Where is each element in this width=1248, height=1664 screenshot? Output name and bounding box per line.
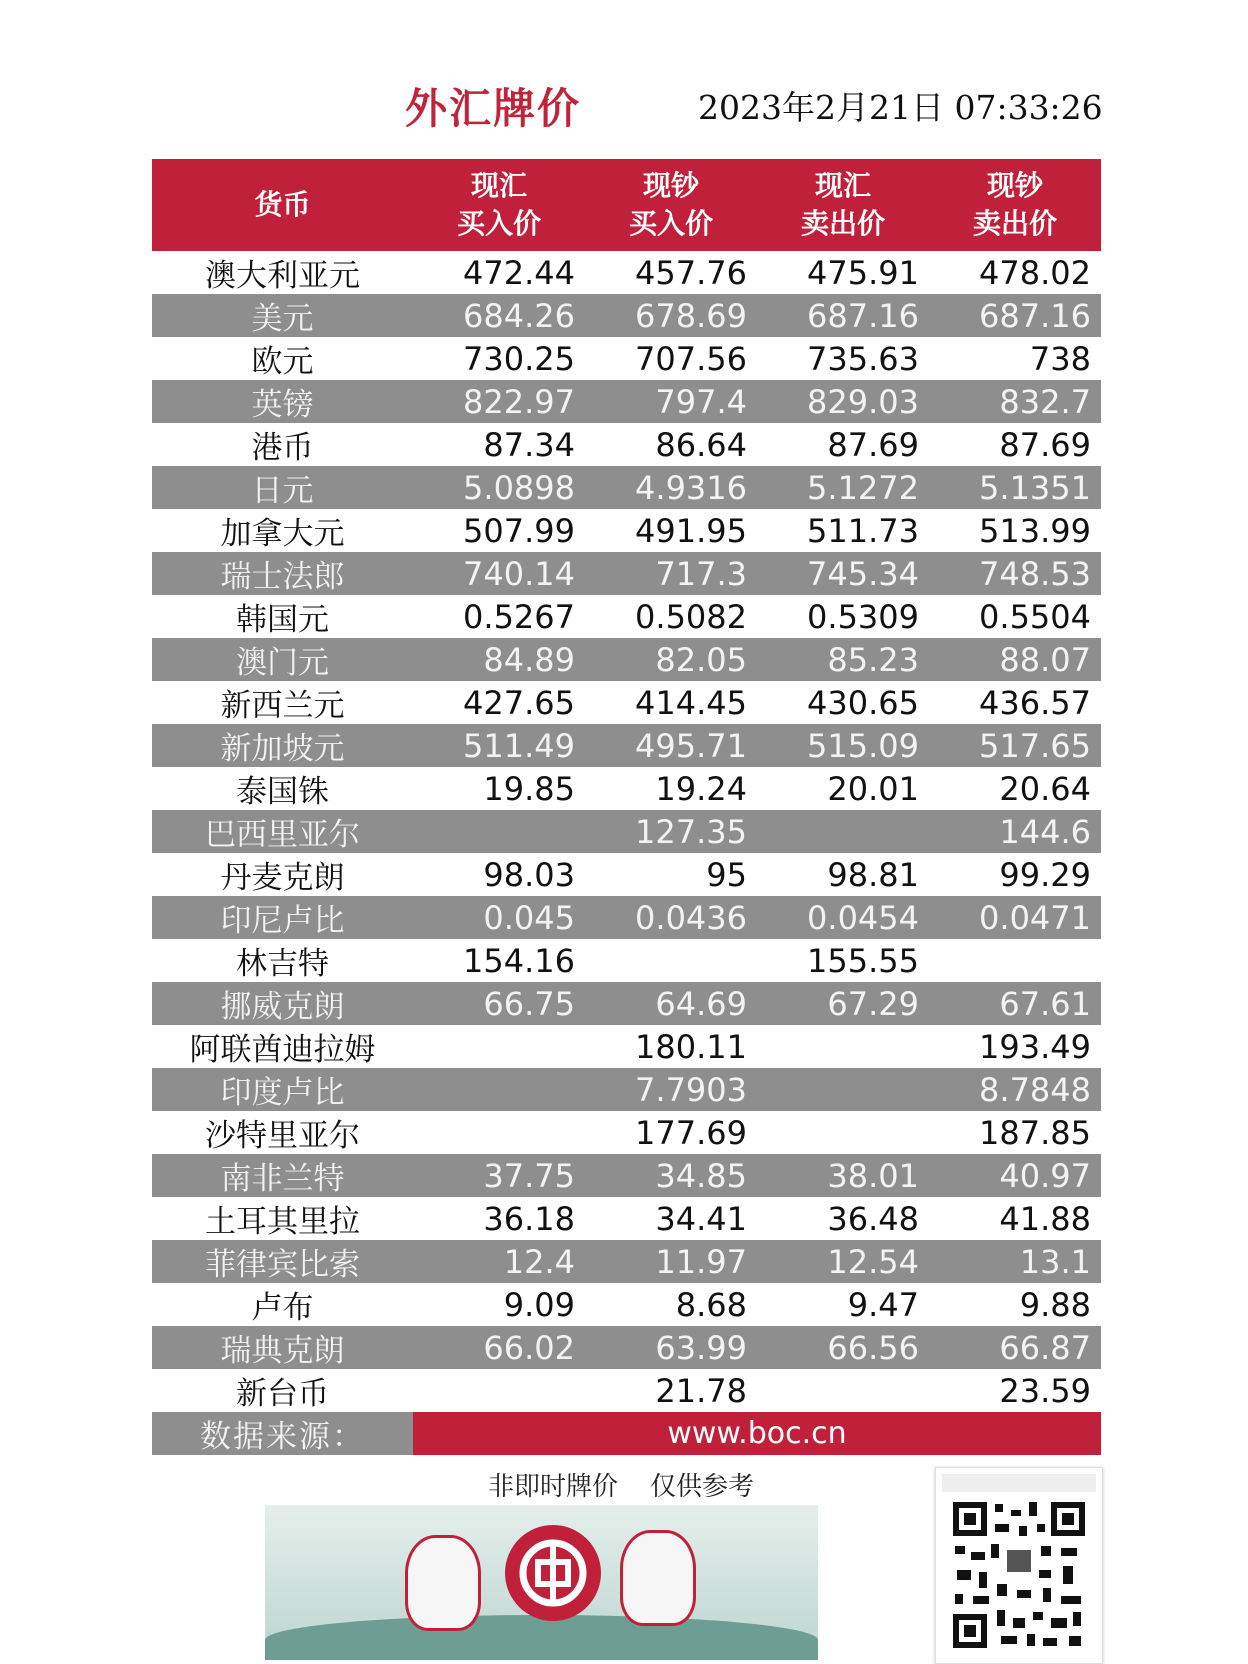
rate-cell: 687.16: [807, 296, 919, 335]
rate-cell: 36.18: [483, 1199, 575, 1238]
rate-cell: 88.07: [999, 640, 1091, 679]
header-spot-buy: [413, 159, 585, 251]
rate-cell: 87.34: [483, 425, 575, 464]
rate-cell: 517.65: [979, 726, 1091, 765]
rate-cell: 155.55: [807, 941, 919, 980]
rate-cell: 684.26: [463, 296, 575, 335]
table-row: [152, 1283, 1101, 1326]
currency-name: 丹麦克朗: [220, 860, 345, 896]
currency-name: 印尼卢比: [220, 903, 345, 939]
currency-name: 新加坡元: [220, 731, 345, 767]
rate-cell: 738: [1029, 339, 1091, 378]
table-row: [152, 337, 1101, 380]
rate-cell: 66.56: [827, 1328, 919, 1367]
currency-name: 瑞士法郎: [220, 559, 345, 595]
disclaimer: [488, 1466, 786, 1503]
currency-name: 林吉特: [236, 946, 329, 982]
table-row: [152, 1197, 1101, 1240]
rate-cell: 66.87: [999, 1328, 1091, 1367]
rate-cell: 37.75: [483, 1156, 575, 1195]
currency-name: 新台币: [236, 1376, 329, 1412]
table-row: [152, 380, 1101, 423]
table-row: [152, 251, 1101, 294]
rate-cell: 0.5504: [979, 597, 1091, 636]
currency-name: 菲律宾比索: [205, 1247, 360, 1283]
rate-cell: 8.68: [675, 1285, 747, 1324]
currency-name: 澳门元: [236, 645, 329, 681]
rate-cell: 9.88: [1019, 1285, 1091, 1324]
table-row: [152, 423, 1101, 466]
table-row: [152, 1154, 1101, 1197]
disclaimer-note-1: 非即时牌价: [488, 1472, 619, 1502]
rate-cell: 177.69: [635, 1113, 747, 1152]
table-row: [152, 810, 1101, 853]
rate-cell: 67.61: [999, 984, 1091, 1023]
rate-cell: 748.53: [979, 554, 1091, 593]
currency-name: 卢布: [251, 1290, 314, 1326]
rate-cell: 34.85: [655, 1156, 747, 1195]
rate-cell: 5.0898: [463, 468, 575, 507]
rate-cell: 687.16: [979, 296, 1091, 335]
currency-name: 阿联酋迪拉姆: [189, 1032, 376, 1068]
rate-cell: 98.03: [483, 855, 575, 894]
header-currency-label: 货币: [254, 188, 311, 222]
rate-cell: 20.64: [999, 769, 1091, 808]
currency-name: 土耳其里拉: [205, 1204, 360, 1240]
rate-cell: 0.045: [483, 898, 575, 937]
rate-cell: 707.56: [635, 339, 747, 378]
table-row: [152, 1240, 1101, 1283]
table-row: [152, 681, 1101, 724]
rate-cell: 64.69: [655, 984, 747, 1023]
rate-cell: 23.59: [999, 1371, 1091, 1410]
header-spot-sell: [757, 159, 929, 251]
rate-cell: 495.71: [635, 726, 747, 765]
rate-cell: 745.34: [807, 554, 919, 593]
currency-name: 美元: [251, 301, 314, 337]
currency-name: 英镑: [251, 387, 314, 423]
table-row: [152, 294, 1101, 337]
rate-cell: 9.47: [847, 1285, 919, 1324]
rate-cell: 66.75: [483, 984, 575, 1023]
disclaimer-note-2: 仅供参考: [650, 1472, 755, 1502]
table-row: [152, 1369, 1101, 1412]
rate-cell: 154.16: [463, 941, 575, 980]
rabbit-illustration-left: [405, 1535, 481, 1631]
rate-cell: 13.1: [1019, 1242, 1091, 1281]
rate-cell: 86.64: [655, 425, 747, 464]
rate-cell: 832.7: [999, 382, 1091, 421]
qr-code-icon: [951, 1500, 1087, 1650]
rate-cell: 511.73: [807, 511, 919, 550]
header-currency: [152, 159, 413, 251]
rate-cell: 21.78: [655, 1371, 747, 1410]
source-link[interactable]: www.boc.cn: [413, 1412, 1101, 1455]
rate-cell: 38.01: [827, 1156, 919, 1195]
rate-cell: 427.65: [463, 683, 575, 722]
rate-cell: 4.9316: [635, 468, 747, 507]
rate-cell: 82.05: [655, 640, 747, 679]
rate-cell: 0.5309: [807, 597, 919, 636]
rate-cell: 7.7903: [635, 1070, 747, 1109]
rate-cell: 430.65: [807, 683, 919, 722]
rate-cell: 0.0471: [979, 898, 1091, 937]
promo-banner-image: [265, 1505, 818, 1660]
rate-cell: 12.4: [503, 1242, 575, 1281]
rate-cell: 678.69: [635, 296, 747, 335]
rate-cell: 193.49: [979, 1027, 1091, 1066]
currency-name: 港币: [251, 430, 314, 466]
rate-cell: 20.01: [827, 769, 919, 808]
rate-cell: 515.09: [807, 726, 919, 765]
rate-cell: 740.14: [463, 554, 575, 593]
qr-code-card: [935, 1467, 1103, 1664]
source-row: [152, 1412, 1101, 1455]
currency-name: 欧元: [251, 344, 314, 380]
rate-cell: 127.35: [635, 812, 747, 851]
currency-name: 印度卢比: [220, 1075, 345, 1111]
rate-cell: 5.1272: [807, 468, 919, 507]
rate-cell: 85.23: [827, 640, 919, 679]
rabbit-illustration-right: [620, 1530, 696, 1626]
rate-cell: 513.99: [979, 511, 1091, 550]
rate-cell: 0.0436: [635, 898, 747, 937]
rate-cell: 180.11: [635, 1027, 747, 1066]
rate-cell: 187.85: [979, 1113, 1091, 1152]
currency-name: 日元: [251, 473, 314, 509]
rate-cell: 87.69: [999, 425, 1091, 464]
rate-cell: 84.89: [483, 640, 575, 679]
rate-cell: 797.4: [655, 382, 747, 421]
currency-name: 南非兰特: [220, 1161, 345, 1197]
rate-cell: 63.99: [655, 1328, 747, 1367]
header-cash-sell-label: 现钞 卖出价: [972, 169, 1057, 240]
rate-cell: 95: [706, 855, 747, 894]
page-title: 外汇牌价: [405, 84, 582, 133]
rate-cell: 87.69: [827, 425, 919, 464]
table-row: [152, 853, 1101, 896]
rate-cell: 40.97: [999, 1156, 1091, 1195]
rate-cell: 19.85: [483, 769, 575, 808]
rate-cell: 414.45: [635, 683, 747, 722]
currency-name: 沙特里亚尔: [205, 1118, 360, 1154]
rate-cell: 41.88: [999, 1199, 1091, 1238]
header-cash-sell: [929, 159, 1101, 251]
table-row: [152, 767, 1101, 810]
rate-cell: 436.57: [979, 683, 1091, 722]
header-cash-buy-label: 现钞 买入价: [628, 169, 713, 240]
table-row: [152, 982, 1101, 1025]
header-spot-buy-label: 现汇 买入价: [456, 169, 541, 240]
rate-cell: 12.54: [827, 1242, 919, 1281]
table-row: [152, 552, 1101, 595]
table-row: [152, 1326, 1101, 1369]
currency-name: 瑞典克朗: [220, 1333, 345, 1369]
rate-cell: 730.25: [463, 339, 575, 378]
table-row: [152, 509, 1101, 552]
rate-cell: 507.99: [463, 511, 575, 550]
rate-cell: 822.97: [463, 382, 575, 421]
currency-name: 澳大利亚元: [205, 258, 360, 294]
rate-cell: 9.09: [503, 1285, 575, 1324]
table-row: [152, 1025, 1101, 1068]
source-label: 数据来源：: [152, 1412, 413, 1455]
currency-name: 加拿大元: [220, 516, 345, 552]
table-row: [152, 896, 1101, 939]
rate-cell: 36.48: [827, 1199, 919, 1238]
currency-name: 泰国铢: [236, 774, 329, 810]
currency-name: 挪威克朗: [220, 989, 345, 1025]
currency-name: 新西兰元: [220, 688, 345, 724]
rate-cell: 735.63: [807, 339, 919, 378]
rate-cell: 457.76: [635, 253, 747, 292]
rate-cell: 829.03: [807, 382, 919, 421]
rate-cell: 5.1351: [979, 468, 1091, 507]
table-row: [152, 638, 1101, 681]
timestamp: 2023年2月21日 07:33:26: [698, 88, 1103, 127]
table-row: [152, 1111, 1101, 1154]
rate-cell: 99.29: [999, 855, 1091, 894]
rate-cell: 11.97: [655, 1242, 747, 1281]
rate-cell: 472.44: [463, 253, 575, 292]
rate-cell: 8.7848: [979, 1070, 1091, 1109]
table-row: [152, 1068, 1101, 1111]
qr-card-caption: [942, 1474, 1096, 1492]
banner-wave: [265, 1615, 818, 1660]
table-row: [152, 595, 1101, 638]
currency-name: 韩国元: [236, 602, 329, 638]
header-spot-sell-label: 现汇 卖出价: [800, 169, 885, 240]
rate-cell: 144.6: [999, 812, 1091, 851]
rate-cell: 491.95: [635, 511, 747, 550]
rate-cell: 0.5082: [635, 597, 747, 636]
table-body: [152, 251, 1101, 1412]
header-cash-buy: [585, 159, 757, 251]
rate-cell: 511.49: [463, 726, 575, 765]
exchange-rate-table: [152, 159, 1101, 1455]
bank-logo-icon: [505, 1525, 601, 1621]
rate-cell: 98.81: [827, 855, 919, 894]
rate-cell: 0.0454: [807, 898, 919, 937]
rate-cell: 0.5267: [463, 597, 575, 636]
rate-cell: 66.02: [483, 1328, 575, 1367]
table-header: [152, 159, 1101, 251]
rate-cell: 67.29: [827, 984, 919, 1023]
table-row: [152, 939, 1101, 982]
rate-cell: 19.24: [655, 769, 747, 808]
rate-cell: 478.02: [979, 253, 1091, 292]
table-row: [152, 466, 1101, 509]
rate-cell: 34.41: [655, 1199, 747, 1238]
currency-name: 巴西里亚尔: [205, 817, 360, 853]
rate-cell: 717.3: [655, 554, 747, 593]
table-row: [152, 724, 1101, 767]
rate-cell: 475.91: [807, 253, 919, 292]
